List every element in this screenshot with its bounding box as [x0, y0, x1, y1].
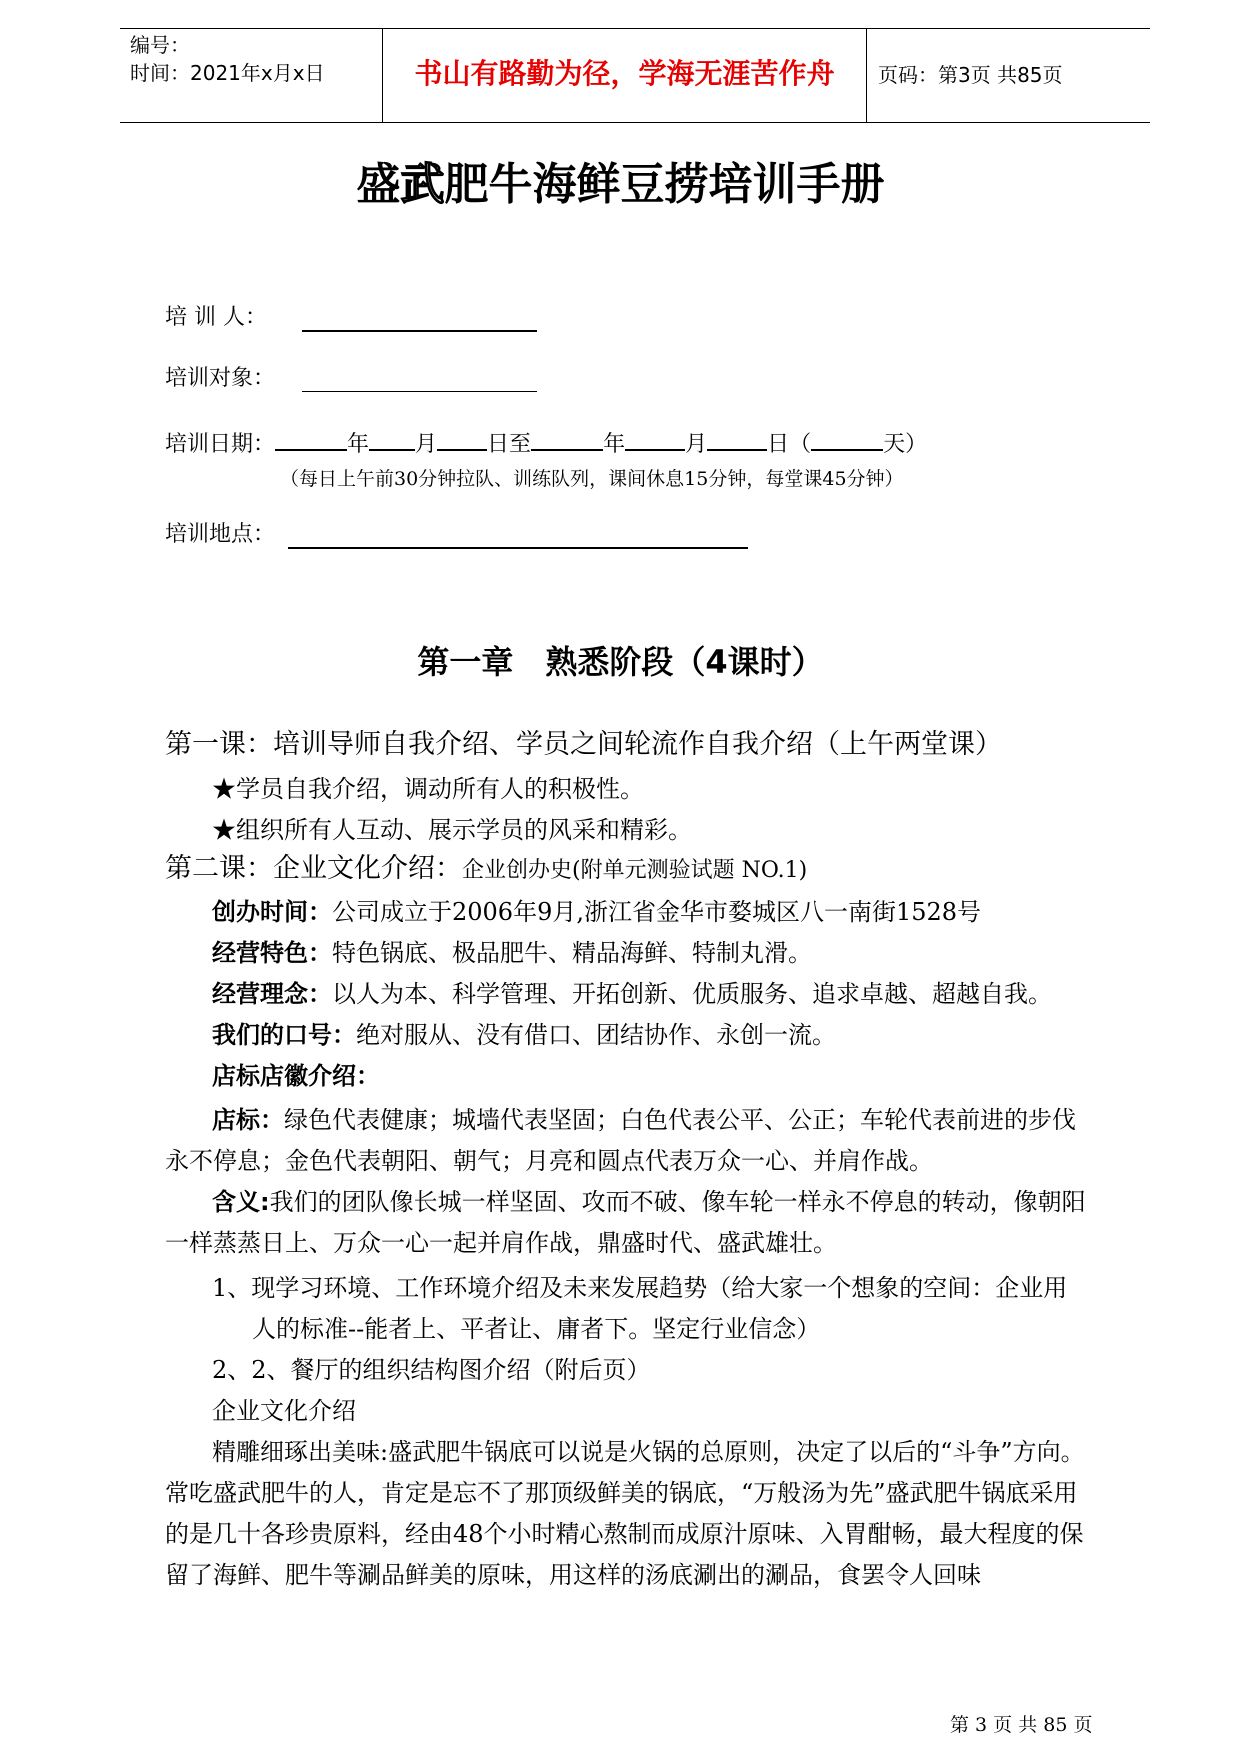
trainer-label: 培 训 人：: [165, 305, 267, 330]
date-days-blank[interactable]: [811, 427, 883, 451]
title-part-2: 武: [400, 159, 445, 210]
logo-intro-line: [212, 1059, 380, 1093]
date-days-unit: 天）: [883, 432, 928, 457]
date-label: 培训日期：: [165, 432, 276, 457]
document-title: [0, 155, 1241, 215]
header-divider-right: [866, 28, 867, 122]
target-field: [165, 364, 275, 394]
item-1-line-2: 人的标准--能者上、平者让、庸者下。坚定行业信念）: [252, 1315, 821, 1343]
chapter-title: 第一章 熟悉阶段（4课时）: [417, 643, 824, 681]
founded-value: 公司成立于2006年9月,浙江省金华市婺城区八一南街1528号: [332, 898, 982, 926]
philosophy-label: 经营理念：: [212, 980, 332, 1008]
item-2: 2、2、餐厅的组织结构图介绍（附后页）: [212, 1356, 651, 1384]
slogan-line: [212, 1018, 836, 1052]
features-label: 经营特色：: [212, 939, 332, 967]
title-part-3: 肥牛海鲜豆捞培训手册: [444, 159, 885, 210]
features-value: 特色锅底、极品肥牛、精品海鲜、特制丸滑。: [332, 939, 812, 967]
header-bottom-rule: [120, 122, 1150, 123]
date-field: [165, 427, 927, 460]
lesson-1-bullet-2: ★组织所有人互动、展示学员的风采和精彩。: [212, 816, 692, 844]
trainer-field: [165, 303, 267, 333]
philosophy-value: 以人为本、科学管理、开拓创新、优质服务、追求卓越、超越自我。: [332, 980, 1052, 1008]
schedule-note: （每日上午前30分钟拉队、训练队列，课间休息15分钟，每堂课45分钟）: [280, 468, 904, 490]
date-month2-unit: 月: [685, 432, 708, 457]
item-1-line-1: 1、现学习环境、工作环境介绍及未来发展趋势（给大家一个想象的空间：企业用: [212, 1274, 1068, 1302]
lesson-1-title: 第一课：培训导师自我介绍、学员之间轮流作自我介绍（上午两堂课）: [165, 729, 1002, 760]
logo-value: 绿色代表健康；城墙代表坚固；白色代表公平、公正；车轮代表前进的步伐永不停息；金色代表朝阳、朝气；月亮和圆点代表万众一心、并肩作战。: [165, 1106, 1076, 1175]
meaning-label: 含义:: [212, 1188, 270, 1216]
location-blank[interactable]: [288, 547, 748, 549]
date-year-blank[interactable]: [275, 427, 347, 451]
header-page-info: 页码：第3页 共85页: [878, 63, 1063, 87]
date-year-unit: 年: [347, 432, 370, 457]
lesson-2-title: 第二课：企业文化介绍：: [165, 853, 462, 884]
lesson-2-subtitle: 企业创办史(附单元测验试题 NO.1): [462, 858, 808, 883]
meaning-paragraph: [165, 1182, 1095, 1264]
slogan-label: 我们的口号：: [212, 1021, 356, 1049]
logo-label: 店标：: [212, 1106, 284, 1134]
founded-line: [212, 895, 981, 929]
target-label: 培训对象：: [165, 366, 276, 391]
founded-label: 创办时间：: [212, 898, 332, 926]
time-label: 时间：2021年x月x日: [130, 61, 325, 85]
target-blank[interactable]: [302, 391, 537, 392]
date-day-to: 日至: [487, 432, 532, 457]
lesson-1-bullet-1: ★学员自我介绍，调动所有人的积极性。: [212, 775, 644, 803]
date-month-blank[interactable]: [369, 427, 415, 451]
title-part-1: 盛: [356, 159, 401, 210]
footer-page-info: 第 3 页 共 85 页: [950, 1714, 1093, 1736]
features-line: [212, 936, 812, 970]
logo-paragraph: [165, 1100, 1095, 1182]
date-year2-blank[interactable]: [531, 427, 603, 451]
philosophy-line: [212, 977, 1052, 1011]
date-day-blank[interactable]: [437, 427, 487, 451]
meaning-value: 我们的团队像长城一样坚固、攻而不破、像车轮一样永不停息的转动，像朝阳一样蒸蒸日上、万众一心一起并肩作战，鼎盛时代、盛武雄壮。: [165, 1188, 1086, 1257]
date-month-unit: 月: [415, 432, 438, 457]
lesson-2-heading: [165, 851, 807, 889]
trainer-blank[interactable]: [302, 330, 537, 332]
date-day2-blank[interactable]: [707, 427, 767, 451]
slogan-value: 绝对服从、没有借口、团结协作、永创一流。: [356, 1021, 836, 1049]
culture-body: 精雕细琢出美味:盛武肥牛锅底可以说是火锅的总原则，决定了以后的“斗争”方向。常吃盛武肥牛的人，肯定是忘不了那顶级鲜美的锅底，“万般汤为先”盛武肥牛锅底采用的是几十各珍贵原料，经由48个小时精心熬制而成原汁原味、入胃酣畅，最大程度的保留了海鲜、肥牛等涮品鲜美的原味，用这样的汤底涮出的涮品，食罢令人回味: [165, 1438, 1085, 1589]
header-top-rule: [120, 28, 1150, 29]
motto: 书山有路勤为径，学海无涯苦作舟: [414, 57, 835, 90]
date-day2-unit: 日（: [767, 432, 812, 457]
serial-number-label: 编号：: [130, 33, 190, 57]
location-label: 培训地点：: [165, 522, 276, 547]
date-year2-unit: 年: [603, 432, 626, 457]
location-field: [165, 520, 275, 550]
date-month2-blank[interactable]: [625, 427, 685, 451]
logo-intro-label: 店标店徽介绍：: [212, 1062, 380, 1090]
culture-heading: 企业文化介绍: [212, 1397, 356, 1425]
